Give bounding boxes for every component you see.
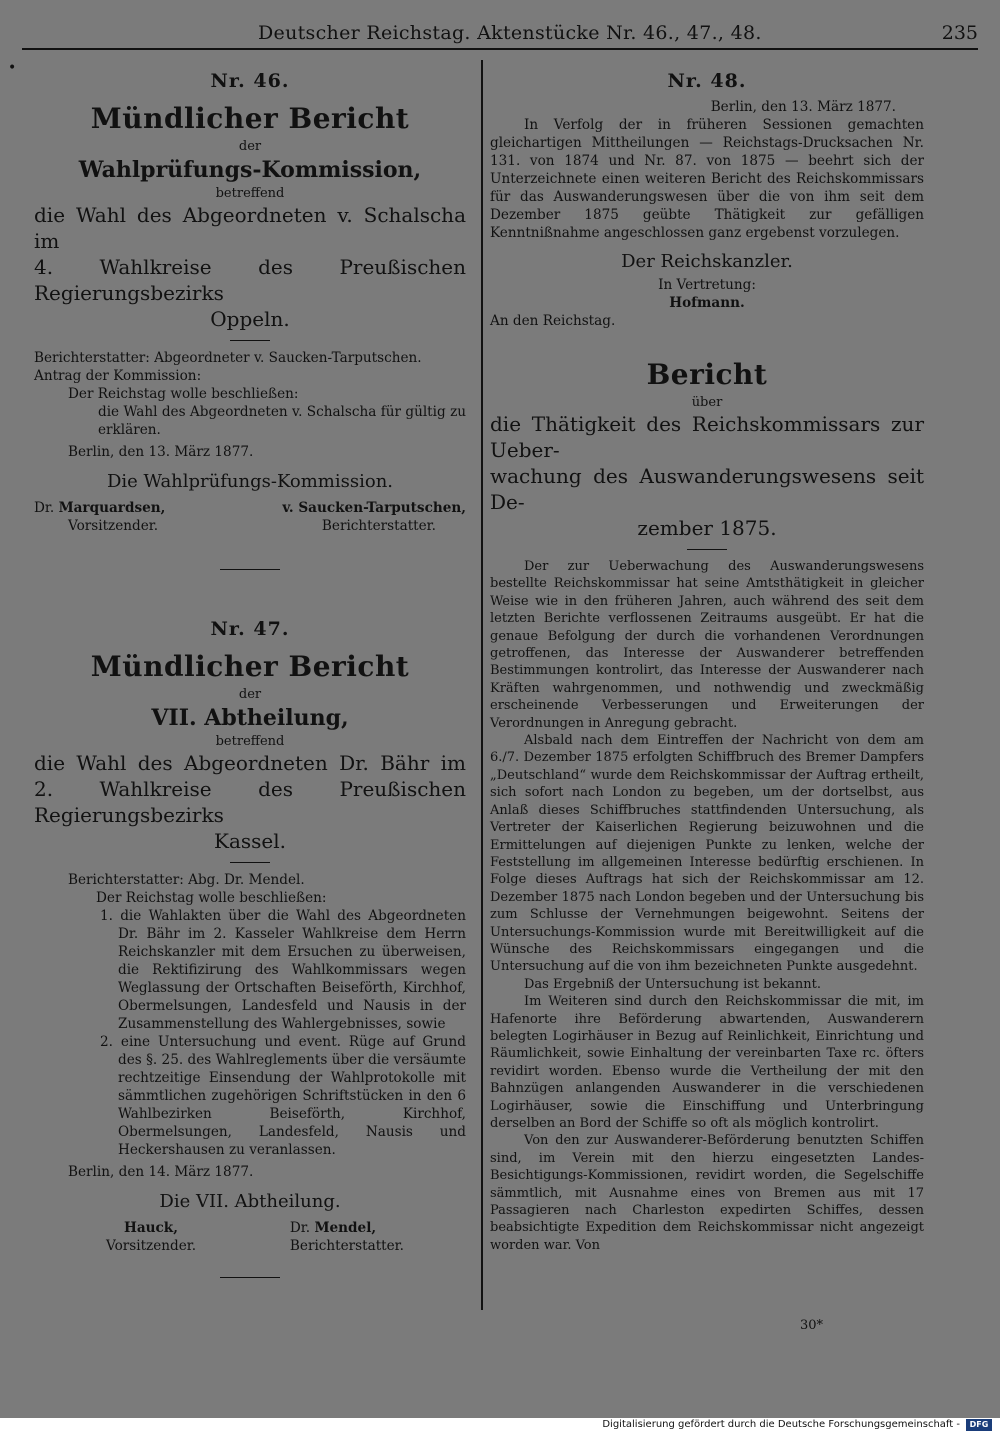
text-betreffend: betreffend (215, 734, 285, 749)
column-divider (481, 60, 483, 1310)
subject-line: zember 1875. (637, 516, 777, 540)
section-number: Nr. 47. (210, 618, 290, 640)
running-title: Deutscher Reichstag. Aktenstücke Nr. 46., 47., 48. (258, 22, 762, 44)
section-number: Nr. 46. (210, 70, 290, 92)
report-section (490, 356, 924, 1254)
text-der: der (238, 139, 262, 154)
subject-line: die Wahl des Abgeordneten v. Schalscha im (34, 203, 466, 253)
signature-left (106, 1219, 196, 1255)
motion-item: 1. die Wahlakten über die Wahl des Abgeordneten Dr. Bähr im 2. Kasseler Wahlkreise dem Herrn Reichskanzler mit dem Ersuchen zu überweisen, die Rektifizirung des Wahlkommissars wegen Weglassung der Ortschaften Beiseförth, Kirchhof, Obermelsungen, Landesfeld und Nausis in der Zusammenstellung des Wahlergebnisses, sowie (100, 908, 466, 1032)
signature-left (34, 499, 165, 535)
subject-line: 4. Wahlkreise des Preußischen Regierungsbezirks (34, 255, 466, 305)
subject-line: die Thätigkeit des Reichskommissars zur Ueber- (490, 412, 924, 462)
motion-text: die Wahl des Abgeordneten v. Schalscha für gültig zu erklären. (98, 404, 466, 438)
section-nr46 (34, 72, 466, 535)
header-rule (22, 48, 978, 50)
reporter-line: Berichterstatter: Abgeordneter v. Saucken-Tarputschen. (34, 350, 422, 366)
division-name: VII. Abtheilung, (151, 705, 349, 731)
reporter-line: Berichterstatter: Abg. Dr. Mendel. (68, 872, 305, 888)
section-number: Nr. 48. (667, 70, 747, 92)
signer-role: Vorsitzender. (68, 518, 159, 534)
dfg-logo-icon: DFG (966, 1419, 992, 1431)
signature-title: Die Wahlprüfungs-Kommission. (106, 471, 394, 492)
funding-credit: Digitalisierung gefördert durch die Deutsche Forschungsgemeinschaft - (602, 1419, 960, 1430)
subject-line: 2. Wahlkreise des Preußischen Regierungsbezirks (34, 777, 466, 827)
report-title: Mündlicher Bericht (90, 650, 410, 683)
cover-paragraph: In Verfolg der in früheren Sessionen gemachten gleichartigen Mittheilungen — Reichstags-Drucksachen Nr. 131. von 1874 und Nr. 87. von 1875 — beehrt sich der Unterzeichnete einen weiteren Bericht des Reichskommissars für das Auswanderungswesen über die von ihm seit dem Dezember 1875 geübte Thätigkeit zur gefälligen Kenntnißnahme angeschlossen ganz ergebenst vorzulegen. (490, 117, 924, 241)
signer-prefix: Dr. (289, 1220, 311, 1236)
text-ueber: über (691, 395, 723, 410)
sender-line: Der Reichskanzler. (621, 251, 793, 272)
motion-item: 2. eine Untersuchung und event. Rüge auf Grund des §. 25. des Wahlreglements über die versäumte rechtzeitige Einsendung der Wahlprotokolle mit sämmtlichen zugehörigen Schriftstücken in den 6 Wahlbezirken Beiseförth, Kirchhof, Obermelsungen, Landesfeld, Nausis und Heckershausen zu veranlassen. (100, 1034, 466, 1158)
margin-mark: • (8, 60, 17, 76)
signer-prefix: Dr. (34, 500, 55, 516)
section-nr48 (490, 72, 924, 330)
signatures (34, 1219, 466, 1255)
date-line: Berlin, den 13. März 1877. (710, 99, 896, 115)
motion-heading: Antrag der Kommission: (34, 368, 202, 384)
addressee-line: An den Reichstag. (490, 313, 616, 329)
signer-role: Berichterstatter. (321, 518, 436, 534)
signer-name: Hauck, (124, 1220, 178, 1236)
report-title: Bericht (646, 358, 768, 391)
body-paragraph: Im Weiteren sind durch den Reichskommissar die mit, im Hafenorte ihre Beförderung abwartenden, Auswanderern belegten Logirhäuser in Bezug auf Reinlichkeit, Einrichtung und Räumlichkeit, sowie Einhaltung der vereinbarten Taxe rc. öfters revidirt worden. Ebenso wurde die Vertheilung der mit den Bahnzügen anlangenden Auswanderer in die verschiedenen Logirhäuser, sowie die Einschiffung und Unterbringung derselben an Bord der Schiffe so oft als möglich kontrolirt. (490, 994, 924, 1131)
date-line: Berlin, den 14. März 1877. (68, 1164, 254, 1180)
date-line: Berlin, den 13. März 1877. (68, 444, 254, 460)
page-number: 235 (941, 22, 978, 44)
report-title: Mündlicher Bericht (90, 102, 410, 135)
signer-role: Vorsitzender. (106, 1238, 197, 1254)
separator-rule (230, 862, 270, 863)
signature-title: Die VII. Abtheilung. (159, 1191, 341, 1212)
section-nr47 (34, 620, 466, 1255)
signer-name: Hofmann. (669, 295, 745, 311)
body-paragraph: Alsbald nach dem Eintreffen der Nachricht von dem am 6./7. Dezember 1875 erfolgten Schiffbruch des Bremer Dampfers „Deutschland“ wurde dem Reichskommissar der Auftrag ertheilt, sich sofort nach London zu begeben, um der dortselbst, aus Anlaß dieses Schiffbruches stattfindenden Untersuchung, als Vertreter der Kaiserlichen Regierung beizuwohnen und die Ermittelungen auf diejenigen Punkte zu lenken, welche der Feststellung im allgemeinen Interesse bedürftig erschienen. In Folge dieses Auftrags hat sich der Reichskommissar am 12. Dezember 1875 nach London begeben und der Untersuchung bis zum Schlusse der Vernehmungen beigewohnt. Seitens der Untersuchungs-Kommission wurde mit Bereitwilligkeit auf die Wünsche des Reichskommissars eingegangen und die Untersuchung auf die von ihm bezeichneten Punkte ausgedehnt. (490, 733, 924, 975)
commission-name: Wahlprüfungs-Kommission, (78, 157, 422, 183)
resolution-line: Der Reichstag wolle beschließen: (68, 386, 299, 402)
separator-rule (687, 549, 727, 550)
text-der: der (238, 687, 262, 702)
body-paragraph: Das Ergebniß der Untersuchung ist bekannt. (524, 976, 822, 992)
text-betreffend: betreffend (215, 186, 285, 201)
signer-name: Marquardsen, (58, 500, 166, 516)
signatures (34, 499, 466, 535)
signer-name: v. Saucken-Tarputschen, (282, 500, 466, 516)
subject-line: die Wahl des Abgeordneten Dr. Bähr im (34, 751, 466, 775)
signer-role: Berichterstatter. (289, 1238, 404, 1254)
deputy-line: In Vertretung: (658, 277, 756, 293)
separator-rule (230, 340, 270, 341)
section-separator (220, 569, 280, 570)
subject-line: Oppeln. (210, 307, 290, 331)
body-paragraph: Von den zur Auswanderer-Beförderung benutzten Schiffen sind, im Verein mit den hierzu eingesetzten Landes-Besichtigungs-Kommissionen, revidirt worden, die Segelschiffe sämmtlich, mit Ausnahme eines von Bremen aus mit 17 Passagieren nach Charleston expedirten Schiffes, dessen beabsichtigte Expedition dem Reichskommissar nicht angezeigt worden war. Von (490, 1133, 924, 1253)
left-column (34, 72, 466, 1288)
subject-line: wachung des Auswanderungswesens seit De- (490, 464, 924, 514)
signature-right (282, 499, 466, 535)
footer-bar (0, 1418, 1000, 1432)
right-column (490, 72, 924, 1254)
signature-right (290, 1219, 404, 1255)
subject-line: Kassel. (214, 829, 286, 853)
resolution-line: Der Reichstag wolle beschließen: (96, 890, 327, 906)
signer-name: Mendel, (314, 1220, 377, 1236)
signature-mark: 30* (800, 1318, 824, 1333)
body-paragraph: Der zur Ueberwachung des Auswanderungswesens bestellte Reichskommissar hat seine Amtsthätigkeit in gleicher Weise wie in den früheren Jahren, auch während des seit dem letzten Berichte verflossenen Zeitraums ausgeübt. Er hat die genaue Befolgung der durch die vorhandenen Verordnungen getroffenen, das Interesse der Auswanderer betreffenden Bestimmungen kontrolirt, das Interesse der Auswanderer nach Kräften wahrgenommen, und nothwendig und zweckmäßig erscheinende Verbesserungen und Erweiterungen der Verordnungen in Anregung gebracht. (490, 559, 924, 731)
end-separator (220, 1277, 280, 1278)
running-header (0, 22, 1000, 46)
